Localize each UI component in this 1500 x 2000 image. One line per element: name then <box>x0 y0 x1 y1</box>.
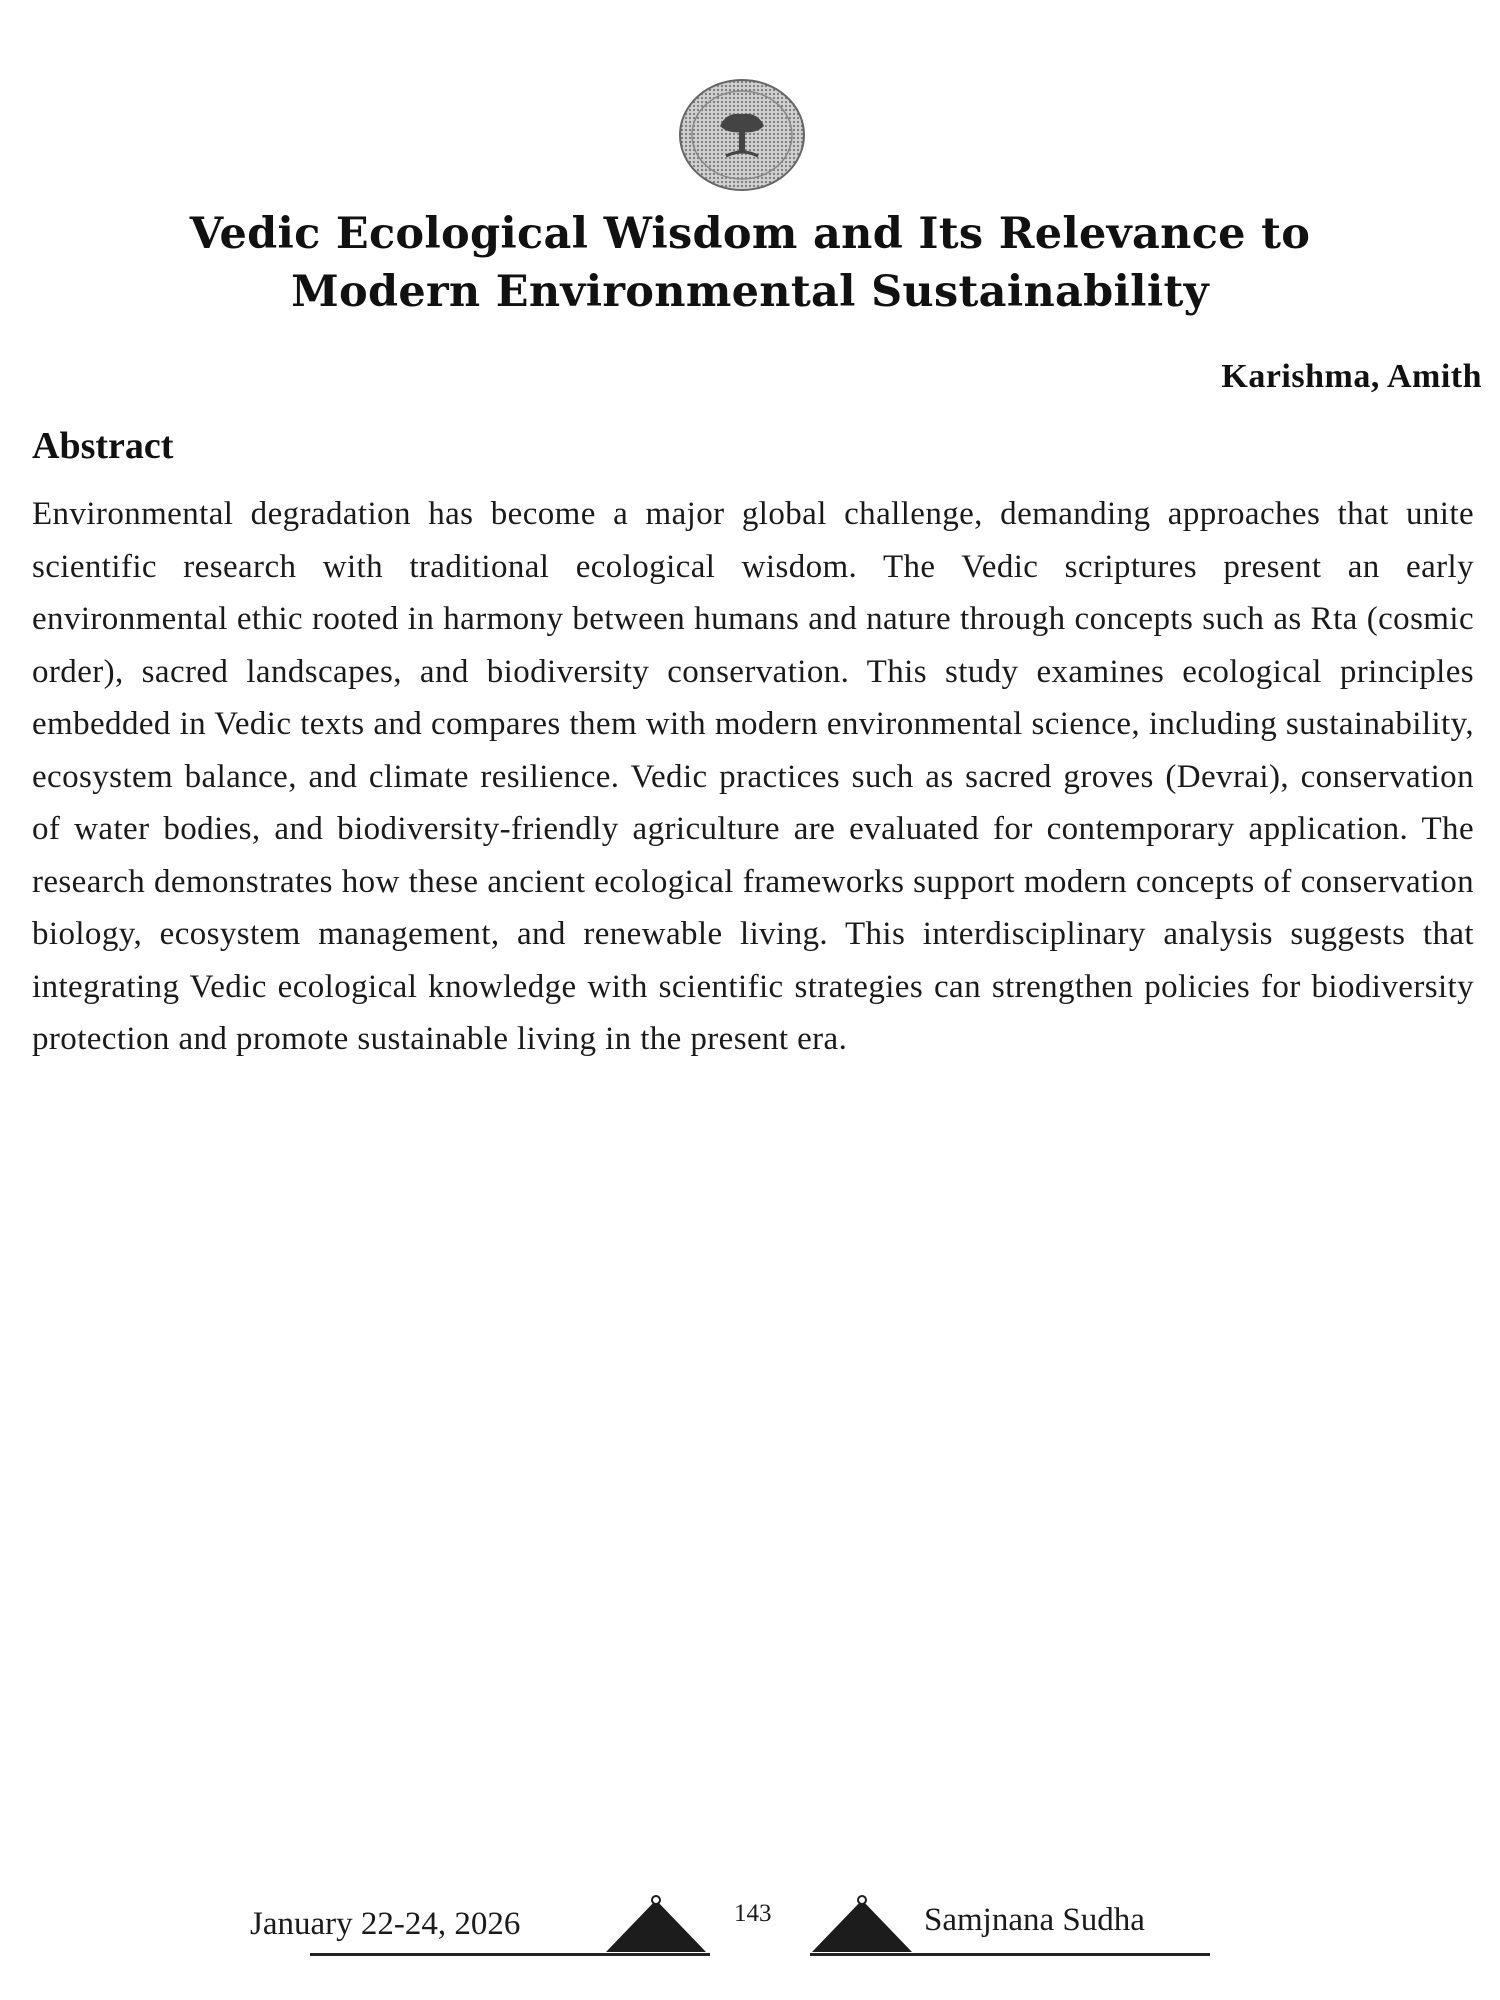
title-line-2: Modern Environmental Sustainability <box>291 267 1209 317</box>
footer-rule-left <box>310 1953 710 1956</box>
page-number: 143 <box>734 1900 772 1927</box>
abstract-heading: Abstract <box>32 425 174 467</box>
authors: Karishma, Amith <box>1221 358 1482 395</box>
journal-name: Samjnana Sudha <box>924 1902 1145 1938</box>
page-footer <box>0 1890 1500 1980</box>
footer-date: January 22-24, 2026 <box>250 1906 521 1942</box>
title-line-1: Vedic Ecological Wisdom and Its Relevance to <box>189 209 1311 259</box>
mountain-triangle-icon <box>806 1894 918 1960</box>
tree-seal-icon <box>676 76 808 194</box>
footer-rule-right <box>810 1953 1210 1956</box>
paper-title <box>60 205 1440 321</box>
mountain-triangle-icon <box>600 1894 712 1960</box>
abstract-text: Environmental degradation has become a major global challenge, demanding approaches that unite scientific research with traditional ecological wisdom. The Vedic scriptures present an early environmental ethic rooted in harmony between humans and nature through concepts such as Rta (cosmic order), sacred landscapes, and biodiversity conservation. This study examines ecological principles embedded in Vedic texts and compares them with modern environmental science, including sustainability, ecosystem balance, and climate resilience. Vedic practices such as sacred groves (Devrai), conservation of water bodies, and biodiversity-friendly agriculture are evaluated for contemporary application. The research demonstrates how these ancient ecological frameworks support modern concepts of conservation biology, ecosystem management, and renewable living. This interdisciplinary analysis suggests that integrating Vedic ecological knowledge with scientific strategies can strengthen policies for biodiversity protection and promote sustainable living in the present era. <box>32 496 1474 1057</box>
